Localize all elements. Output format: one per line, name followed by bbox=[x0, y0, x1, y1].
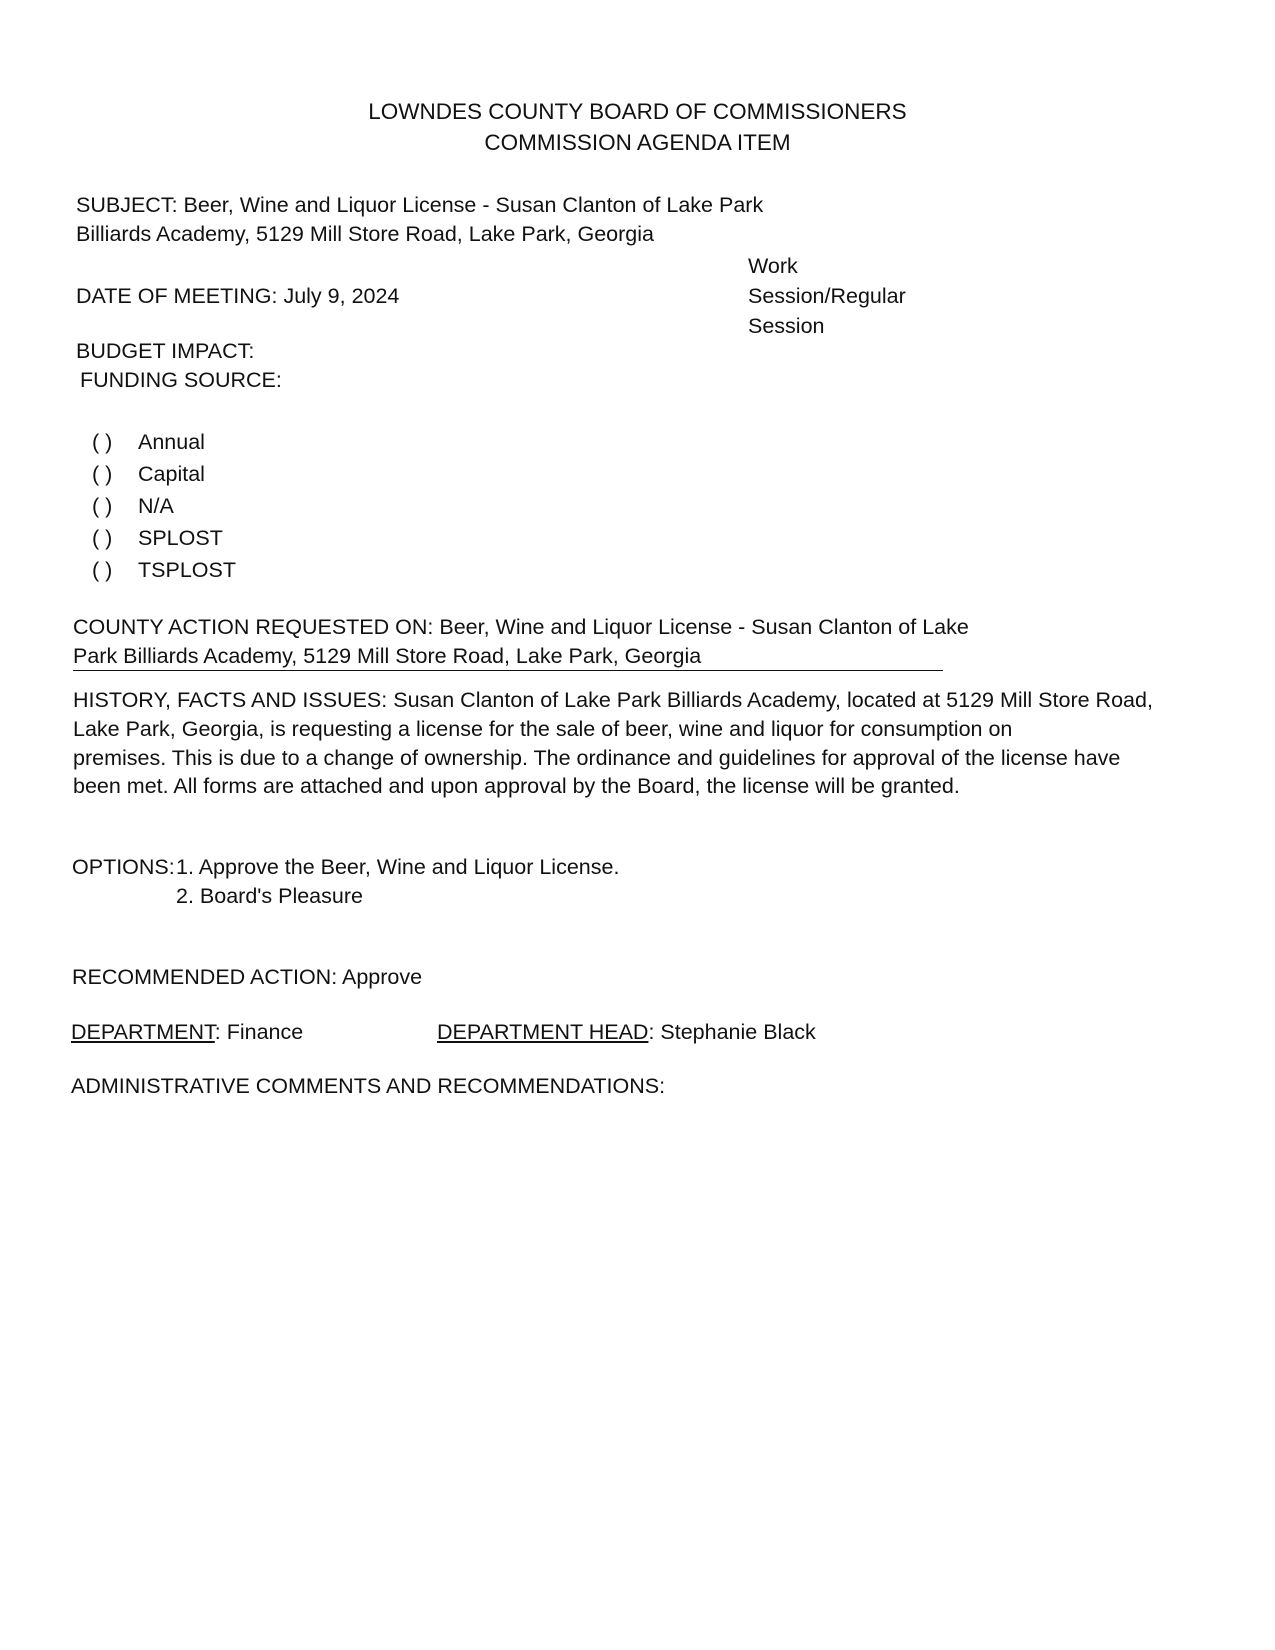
department-value: Finance bbox=[226, 1020, 304, 1044]
meeting-date-row bbox=[76, 281, 399, 311]
recommended-action bbox=[72, 962, 422, 992]
admin-comments-label: ADMINISTRATIVE COMMENTS AND RECOMMENDATIONS: bbox=[71, 1074, 666, 1098]
funding-option-tsplost bbox=[92, 555, 236, 585]
session-type bbox=[748, 251, 906, 341]
funding-option-na bbox=[92, 491, 174, 521]
history-text-4: been met. All forms are attached and upon approval by the Board, the license will be granted. bbox=[73, 774, 960, 798]
department-head-label: DEPARTMENT HEAD bbox=[437, 1020, 649, 1044]
department-label: DEPARTMENT bbox=[71, 1020, 215, 1044]
funding-option-label: SPLOST bbox=[138, 526, 223, 550]
recommended-label: RECOMMENDED ACTION: bbox=[72, 965, 338, 989]
action-requested-line-1 bbox=[73, 612, 969, 642]
divider-line bbox=[73, 670, 943, 671]
budget-impact-label: BUDGET IMPACT: bbox=[76, 339, 255, 363]
action-requested-text-2: Park Billiards Academy, 5129 Mill Store Road, Lake Park, Georgia bbox=[73, 644, 702, 668]
funding-option-annual bbox=[92, 427, 205, 457]
funding-option-label: N/A bbox=[138, 494, 174, 518]
checkbox-marker: ( ) bbox=[92, 462, 113, 486]
history-text-1: Susan Clanton of Lake Park Billiards Academy, located at 5129 Mill Store Road, bbox=[393, 688, 1153, 712]
department-row: DEPARTMENT: Finance bbox=[71, 1020, 304, 1044]
funding-option-label: Capital bbox=[138, 462, 205, 486]
checkbox-marker: ( ) bbox=[92, 558, 113, 582]
options-label: OPTIONS: bbox=[72, 855, 175, 879]
option-item-1: 1. Approve the Beer, Wine and Liquor License. bbox=[176, 855, 620, 879]
session-line-2: Session/Regular bbox=[748, 284, 906, 308]
header-line-2: COMMISSION AGENDA ITEM bbox=[484, 130, 791, 155]
subject-text-2: Billiards Academy, 5129 Mill Store Road, Lake Park, Georgia bbox=[76, 222, 654, 246]
session-line-3: Session bbox=[748, 314, 825, 338]
meeting-date: July 9, 2024 bbox=[283, 284, 400, 308]
funding-option-label: Annual bbox=[138, 430, 205, 454]
checkbox-marker: ( ) bbox=[92, 494, 113, 518]
option-item-2: 2. Board's Pleasure bbox=[176, 884, 363, 908]
recommended-value: Approve bbox=[341, 965, 423, 989]
history-line-1 bbox=[73, 685, 1153, 715]
history-label: HISTORY, FACTS AND ISSUES: bbox=[73, 688, 388, 712]
funding-option-capital bbox=[92, 459, 205, 489]
meeting-label: DATE OF MEETING: bbox=[76, 284, 278, 308]
funding-source-label: FUNDING SOURCE: bbox=[80, 368, 282, 392]
checkbox-marker: ( ) bbox=[92, 430, 113, 454]
department-head-value: Stephanie Black bbox=[660, 1020, 816, 1044]
history-text-3: premises. This is due to a change of ownership. The ordinance and guidelines for approval of the license have bbox=[73, 746, 1121, 770]
session-line-1: Work bbox=[748, 254, 798, 278]
subject-label: SUBJECT: bbox=[76, 193, 178, 217]
department-head-row: DEPARTMENT HEAD: Stephanie Black bbox=[437, 1020, 816, 1044]
subject-line-1 bbox=[76, 190, 763, 220]
checkbox-marker: ( ) bbox=[92, 526, 113, 550]
action-requested-label: COUNTY ACTION REQUESTED ON: bbox=[73, 615, 434, 639]
history-text-2: Lake Park, Georgia, is requesting a license for the sale of beer, wine and liquor for consumption on bbox=[73, 717, 1013, 741]
subject-text-1: Beer, Wine and Liquor License - Susan Clanton of Lake Park bbox=[183, 193, 764, 217]
funding-option-label: TSPLOST bbox=[138, 558, 236, 582]
action-requested-text-1: Beer, Wine and Liquor License - Susan Clanton of Lake bbox=[439, 615, 969, 639]
header-line-1: LOWNDES COUNTY BOARD OF COMMISSIONERS bbox=[368, 99, 907, 124]
funding-option-splost bbox=[92, 523, 223, 553]
